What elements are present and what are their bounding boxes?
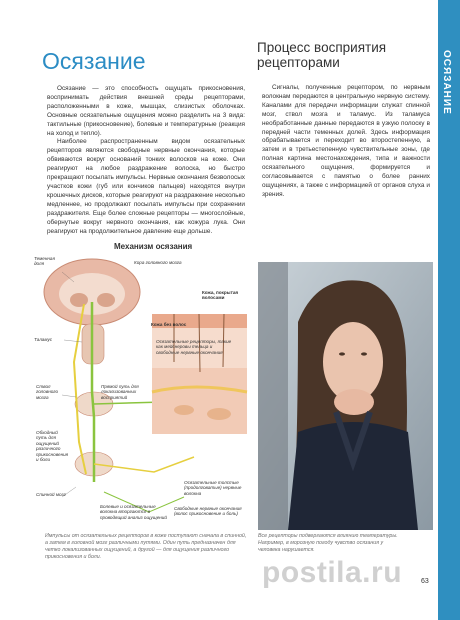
label-thalamus: Таламус [34,337,53,342]
section-tab [438,0,460,620]
label-brainstem: Ствол головного мозга [36,384,59,400]
coat [288,422,418,530]
photo-caption: Все рецепторы подвергаются влиянию температуры. Например, в морозную погоду чувство осязания у человека нарушается. [258,533,398,553]
label-skin-hair: Кожа, покрытая волосами [202,290,239,301]
label-indirect-path: Обходный путь для ощущений различного прикосновения и боли [36,430,69,463]
paragraph: Сигналы, полученные рецептором, по нервным волокнам передаются в центральную нервную систему. Каналами для передачи информации служат спинной мозг, ствол мозга и таламус. Из таламуса необработанные данные передаются в узкую полоску в передней части теменных долей. Здесь информация обрабатывается и переходит во второстепенную, а затем и в третьестепенную чувствительные зоны, где полная картина местонахождения, типа и важности осязательного ощущения, формируется и согласовывается с памятью о более ранних ощущениях, а также с информацией от органов слуха и зрения. [262,84,430,198]
label-cortex: Кора головного мозга [134,260,182,265]
left-column-text [47,85,245,236]
hands [334,389,374,415]
label-free-endings: Свободные нервные окончания (волос прикосновение и боль) [174,506,242,517]
right-heading: Процесс восприятия рецепторами [257,40,387,70]
label-thick-fibers: Осязательные толстые (продолговатые) нервные волокна [184,480,242,496]
right-column-text [262,84,430,200]
watermark: postila.ru [262,556,403,589]
label-receptor: Осязательные рецепторы, такие как мейснеровы тельца и свободные нервные окончания [156,339,232,355]
label-parietal: Теменная доля [34,256,55,267]
label-skin-hairless: Кожа без волос [151,322,187,327]
diagram-title: Механизм осязания [114,242,193,251]
page-title: Осязание [42,48,146,74]
label-spinal: Спинной мозг [36,492,66,497]
page-number: 63 [421,578,429,585]
photo-girl-in-cold [258,262,433,530]
label-thin-fibers: Болевые и осязательные волокна вторгаются в проводящий анализ ощущений [100,504,167,520]
photo-illustration [258,262,433,530]
touch-mechanism-diagram [34,242,249,527]
label-direct-path: Прямой путь для локализованных восприятий [101,384,139,400]
tree-trunk [258,262,288,530]
paragraph: Наиболее распространенным видом осязательных рецепторов являются свободные нервные окончания, которые обвиваются вокруг оснований тонких волосков на коже. Они реагируют на любое раздражение волоска, но быстро прекращают посылать импульсы. Нервные окончания безволосых участков кожи (губ или кончиков пальцев) находятся внутри крошечных дисков, которые реагируют на раздражение несколько медленнее, но продолжают посылать импульсы при сохранении раздражителя. Еще более сложные рецепторы — многослойные, обернутые вокруг нервного окончания, как кожура лука. Они реагируют на продолжительное давление еще дольше. [47,138,245,235]
paragraph: Осязание — это способность ощущать прикосновения, воспринимать действия внешней среды рецепторами, расположенными в коже, мышцах, слизистых оболочках. Основные осязательные ощущения можно разделить на 3 вида: тактильные (прикосновение), болевые и температурные (реакция на холод и тепло). [47,85,245,137]
diagram-caption: Импульсы от осязательных рецепторов в коже поступают сначала в спинной, а затем в головной мозг различными путями. Один путь предназначен для четко локализованных ощущений, а другой — для ощущения различного прикосновения и боли. [45,533,247,560]
thalamus-shape [70,293,88,307]
section-tab-label: ОСЯЗАНИЕ [441,50,452,115]
